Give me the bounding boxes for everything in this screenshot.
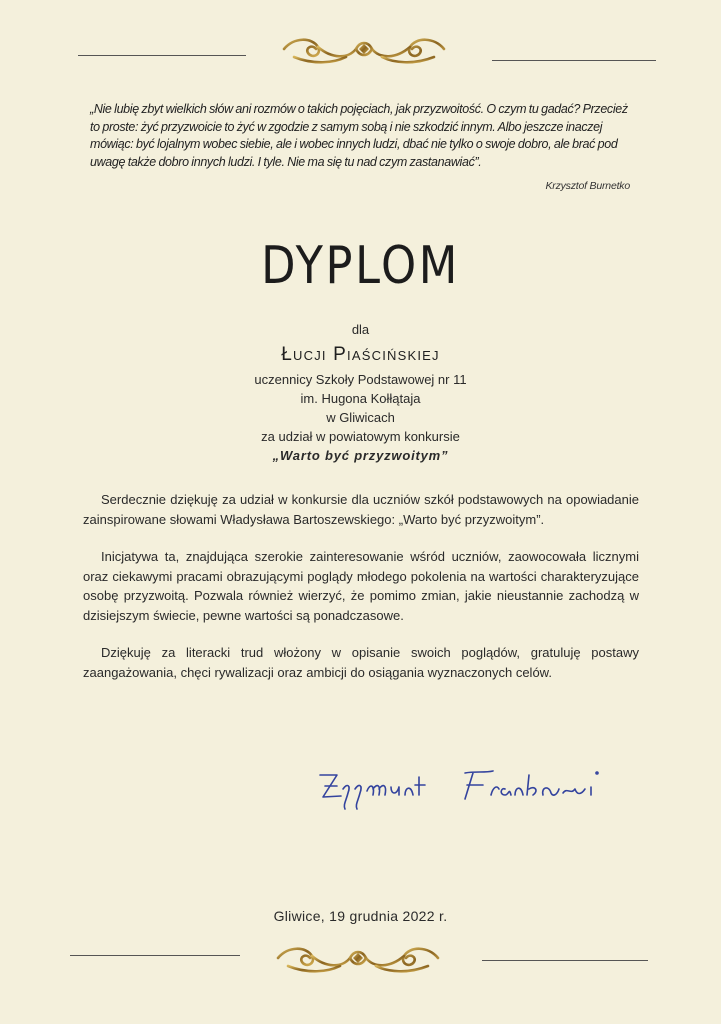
- issue-date: Gliwice, 19 grudnia 2022 r.: [273, 908, 448, 924]
- city-line: w Gliwicach: [326, 410, 395, 425]
- bottom-right-rule: [482, 960, 648, 961]
- body-paragraph-3: Dziękuję za literacki trud włożony w opisanie swoich poglądów, gratuluję postawy zaangażowania, chęci rywalizacji oraz ambicji do osiągania wyznaczonych celów.: [83, 645, 639, 680]
- bottom-ornament-icon: [268, 938, 448, 978]
- school-line: uczennicy Szkoły Podstawowej nr 11: [254, 372, 467, 387]
- contest-name: „Warto być przyzwoitym”: [272, 448, 449, 463]
- recipient-block: [0, 320, 721, 465]
- quote-author: Krzysztof Burnetko: [545, 180, 630, 192]
- epigraph-quote: „Nie lubię zbyt wielkich słów ani rozmów o takich pojęciach, jak przyzwoitość. O czym tu gadać? Przecież to proste: żyć przyzwoicie to żyć w zgodzie z samym sobą i nie szkodzić innym. Albo jeszcze inaczej mówiąc: być lojalnym wobec siebie, ale i wobec innych ludzi, dbać nie tylko o swoje dobro, ale brać pod uwagę także dobro innych ludzi. I tyle. Nie ma się tu nad czym zastanawiać”.: [90, 102, 628, 169]
- school-patron-line: im. Hugona Kołłątaja: [300, 391, 421, 406]
- for-label: dla: [351, 322, 370, 337]
- body-paragraph-1: Serdecznie dziękuję za udział w konkursie dla uczniów szkół podstawowych na opowiadanie zainspirowane słowami Władysława Bartoszewskiego: „Warto być przyzwoitym”.: [83, 492, 639, 527]
- recipient-name: Łucji Piaścińskiej: [281, 344, 440, 365]
- participation-line: za udział w powiatowym konkursie: [261, 429, 460, 444]
- top-left-rule: [78, 55, 246, 56]
- bottom-left-rule: [70, 955, 240, 956]
- diploma-title: DYPLOM: [261, 236, 460, 296]
- handwritten-signature: [315, 765, 615, 815]
- top-right-rule: [492, 60, 656, 61]
- diploma-body: [83, 490, 639, 700]
- top-ornament-icon: [274, 29, 454, 69]
- body-paragraph-2: Inicjatywa ta, znajdująca szerokie zainteresowanie wśród uczniów, zaowocowała licznymi oraz ciekawymi pracami obrazującymi poglądy młodego pokolenia na wartości charakteryzujące osobę przyzwoitą. Pozwala również wierzyć, że pomimo zmian, jakie nieustannie zachodzą w dzisiejszym świecie, pewne wartości są ponadczasowe.: [83, 549, 639, 623]
